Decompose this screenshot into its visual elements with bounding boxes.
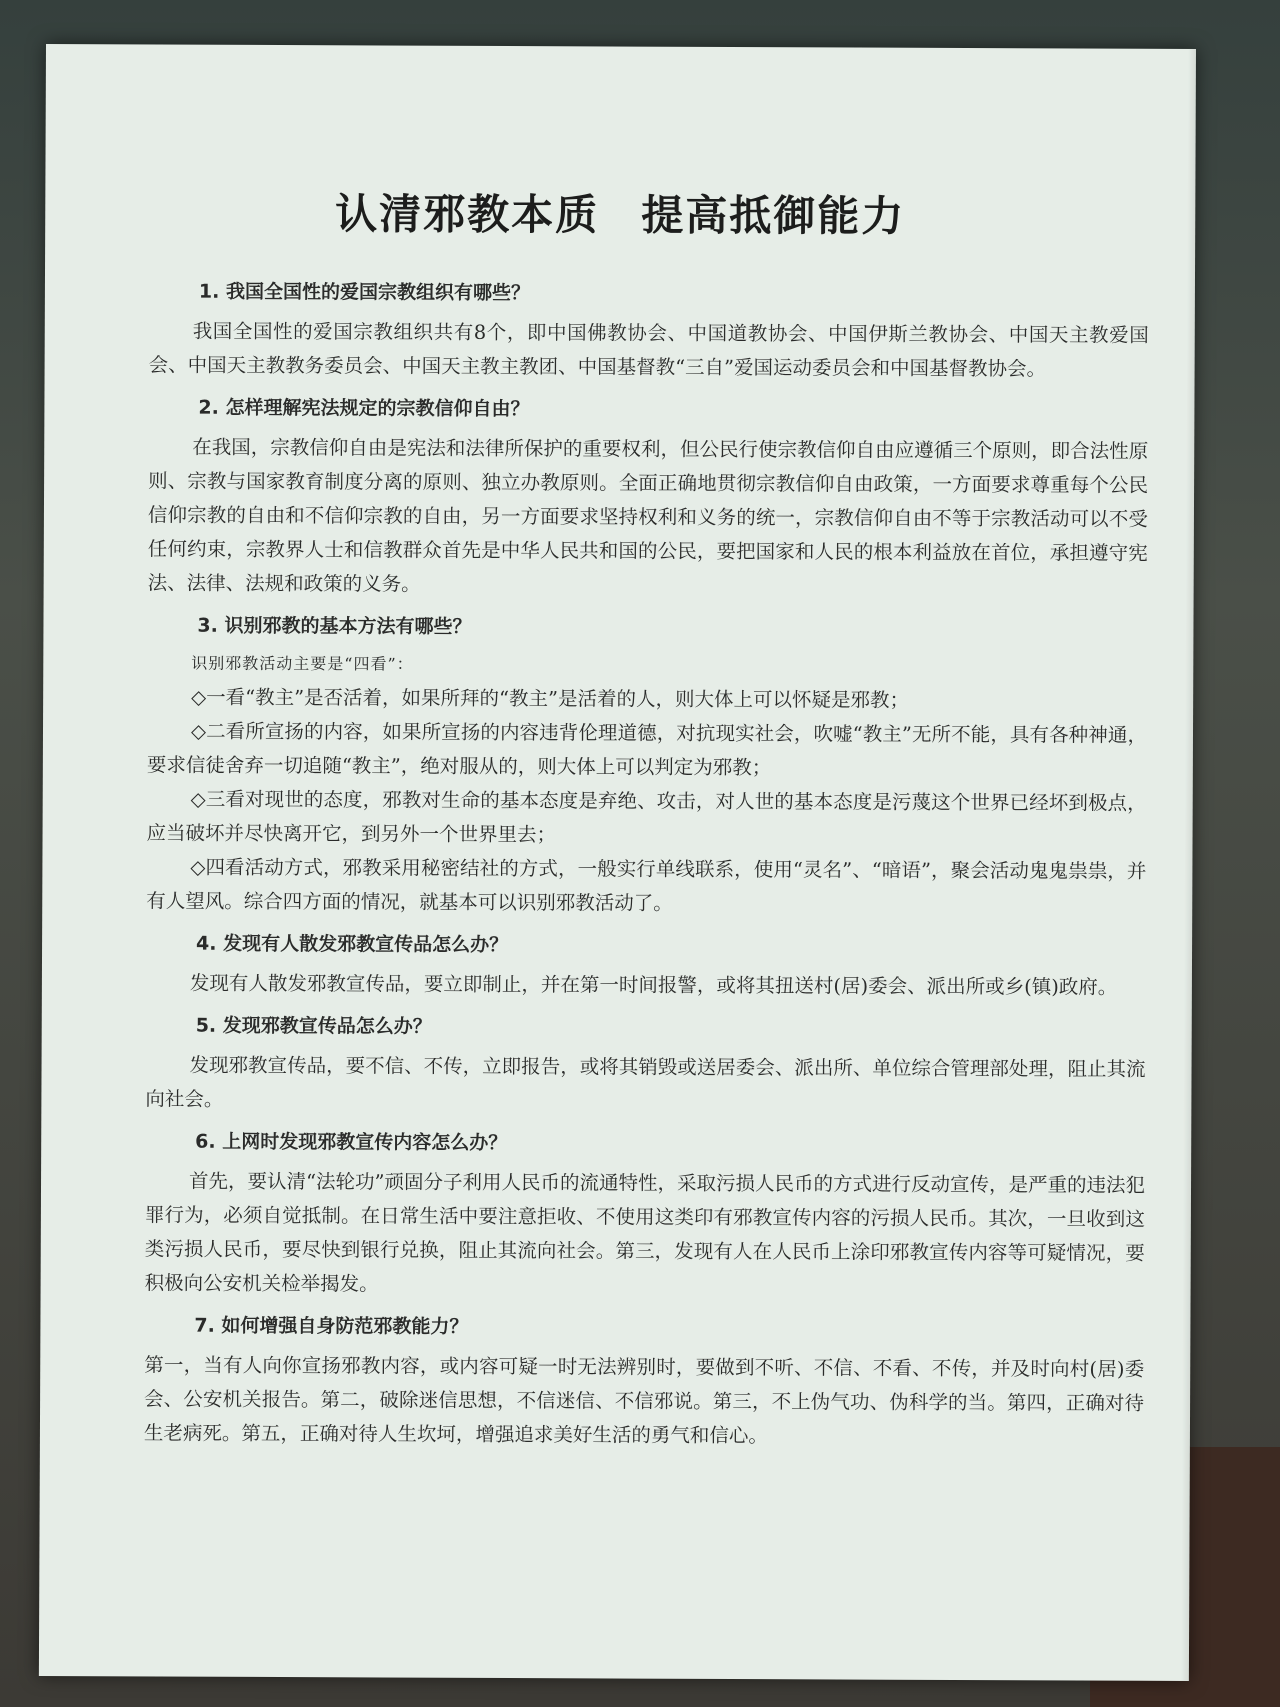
title-part-1: 认清邪教本质 <box>335 189 600 240</box>
question-4-heading: 4. 发现有人散发邪教宣传品怎么办？ <box>196 932 509 957</box>
question-7-heading: 7. 如何增强自身防范邪教能力？ <box>194 1314 469 1338</box>
answer-6-paragraph: 首先，要认清“法轮功”顽固分子利用人民币的流通特性，采取污损人民币的方式进行反动宣传，是严重的违法犯罪行为，必须自觉抵制。在日常生活中要注意拒收、不使用这类印有邪教宣传内容的污损人民币。其次，一旦收到这类污损人民币，要尽快到银行兑换，阻止其流向社会。第三，发现有人在人民币上涂印邪教宣传内容等可疑情况，要积极向公安机关检举揭发。 <box>144 1169 1146 1296</box>
answer-1-paragraph: 我国全国性的爱国宗教组织共有8个，即中国佛教协会、中国道教协会、中国伊斯兰教协会、中国天主教爱国会、中国天主教教务委员会、中国天主教主教团、中国基督教“三自”爱国运动委员会和中国基督教协会。 <box>148 319 1149 381</box>
question-5-heading: 5. 发现邪教宣传品怎么办？ <box>195 1014 432 1038</box>
title-part-2: 提高抵御能力 <box>641 190 906 241</box>
document-body <box>144 276 1149 1464</box>
answer-5-paragraph: 发现邪教宣传品，要不信、不传，立即报告，或将其销毁或送居委会、派出所、单位综合管理部处理，阻止其流向社会。 <box>145 1053 1146 1111</box>
answer-2-paragraph: 在我国，宗教信仰自由是宪法和法律所保护的重要权利，但公民行使宗教信仰自由应遵循三个原则，即合法性原则、宗教与国家教育制度分离的原则、独立办教原则。全面正确地贯彻宗教信仰自由政策，一方面要求尊重每个公民信仰宗教的自由和不信仰宗教的自由，另一方面要求坚持权利和义务的统一，宗教信仰自由不等于宗教活动可以不受任何约束，宗教界人士和信教群众首先是中华人民共和国的公民，要把国家和人民的根本利益放在首位，承担遵守宪法、法律、法规和政策的义务。 <box>147 435 1149 596</box>
page-title <box>45 180 1195 245</box>
answer-4-paragraph: 发现有人散发邪教宣传品，要立即制止，并在第一时间报警，或将其扭送村(居)委会、派出所或乡(镇)政府。 <box>189 971 1118 999</box>
answer-3-bullet-4: ◇四看活动方式，邪教采用秘密结社的方式，一般实行单线联系，使用“灵名”、“暗语”，聚会活动鬼鬼祟祟，并有人望风。综合四方面的情况，就基本可以识别邪教活动了。 <box>146 855 1147 915</box>
question-3-heading: 3. 识别邪教的基本方法有哪些？ <box>197 614 472 638</box>
answer-3-bullet-2: ◇二看所宣扬的内容，如果所宣扬的内容违背伦理道德，对抗现实社会，吹嘘“教主”无所不能，具有各种神通，要求信徒舍弃一切追随“教主”，绝对服从的，则大体上可以判定为邪教； <box>146 719 1148 780</box>
question-6-heading: 6. 上网时发现邪教宣传内容怎么办？ <box>195 1130 508 1155</box>
answer-3-intro: 识别邪教活动主要是“四看”： <box>191 653 414 674</box>
question-2-heading: 2. 怎样理解宪法规定的宗教信仰自由？ <box>198 396 530 421</box>
answer-3-bullet-1: ◇一看“教主”是否活着，如果所拜的“教主”是活着的人，则大体上可以怀疑是邪教； <box>191 685 910 712</box>
answer-7-paragraph: 第一，当有人向你宣扬邪教内容，或内容可疑一时无法辨别时，要做到不听、不信、不看、不传，并及时向村(居)委会、公安机关报告。第二，破除迷信思想，不信迷信、不信邪说。第三，不上伪气功、伪科学的当。第四，正确对待生老病死。第五，正确对待人生坎坷，增强追求美好生活的勇气和信心。 <box>143 1353 1145 1448</box>
document-sheet <box>39 44 1196 1681</box>
question-1-heading: 1. 我国全国性的爱国宗教组织有哪些？ <box>198 280 531 305</box>
answer-3-bullet-3: ◇三看对现世的态度，邪教对生命的基本态度是弃绝、攻击，对人世的基本态度是污蔑这个世界已经坏到极点，应当破坏并尽快离开它，到另外一个世界里去； <box>146 787 1147 847</box>
